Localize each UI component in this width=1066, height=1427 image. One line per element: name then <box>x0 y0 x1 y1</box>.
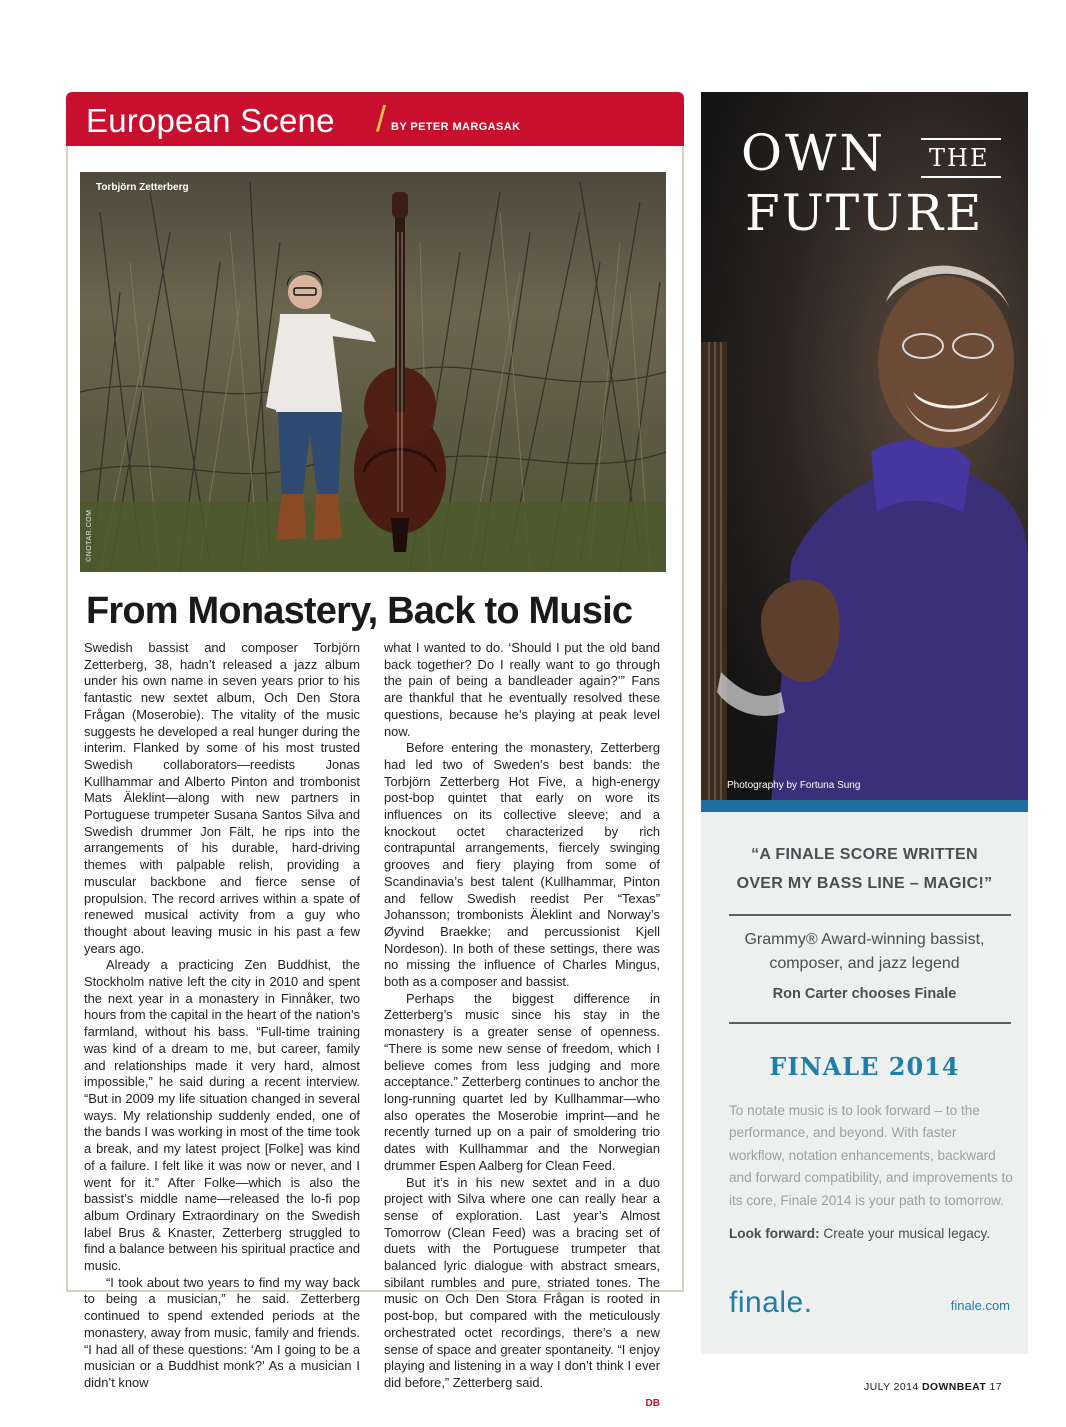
ad-accent-bar <box>701 800 1028 812</box>
ad-product-title: FINALE 2014 <box>769 1052 960 1081</box>
article <box>66 92 684 1409</box>
ad-endorsement-line-2: composer, and jazz legend <box>769 955 960 972</box>
paragraph: Swedish bassist and composer Torbjörn Zetterberg, 38, hadn’t released a jazz album under his own name in seven years prior to his fantastic new sextet album, Och Den Stora Frågan (Moserobie). The vitality of the music suggests he developed a real hunger during the interim. Flanked by some of his most trusted Swedish collaborators—reedists Jonas Kullhammar and Alberto Pinton and trombonist Mats Äleklint—along with new partners in Portuguese trumpeter Susana Santos Silva and Swedish drummer Jon Fält, he rips into the arrangements of his durable, hard-driving themes with palpable relish, providing a muscular backbone and fierce sense of propulsion. The record arrives within a spate of renewed musical activity from a guy who thought about leaving music in his past a few years ago. <box>84 640 360 956</box>
ad-quote-line-1: “A FINALE SCORE WRITTEN <box>751 846 978 863</box>
ad-chooses: Ron Carter chooses Finale <box>772 986 957 1002</box>
ad-endorsement <box>701 928 1028 976</box>
ad-headline-the: THE <box>929 144 990 172</box>
ad-description: To notate music is to look forward – to the performance, and beyond. With faster workflow, notation enhancements, backward and forward compatibility, and improvements to its core, Finale 2014 is your path to tomorrow. <box>729 1103 1013 1208</box>
ad-rule-bottom <box>921 176 1001 178</box>
section-title: European Scene <box>86 102 335 139</box>
ad-rule-top <box>921 138 1001 140</box>
photo-side-credit: ©NOTAR.COM <box>86 509 93 562</box>
ad-headline-own: OWN <box>741 124 887 182</box>
article-column-2 <box>384 640 660 1412</box>
headline: From Monastery, Back to Music <box>86 590 633 632</box>
ad-quote-line-2: OVER MY BASS LINE – MAGIC!” <box>736 875 993 892</box>
ad-endorsement-line-1: Grammy® Award-winning bassist, <box>744 931 985 948</box>
ad-tagline <box>729 1226 1019 1241</box>
photo-caption: Torbjörn Zetterberg <box>96 182 189 193</box>
ad-quote <box>701 840 1028 898</box>
ad-photo-credit: Photography by Fortuna Sung <box>727 780 861 791</box>
folio-page-number: 17 <box>989 1381 1002 1393</box>
ad-divider-1 <box>729 914 1011 916</box>
paragraph: But it’s in his new sextet and in a duo project with Silva where one can really hear a sense of exploration. Last year’s Almost Tomorrow (Clean Feed) was a bracing set of duets with the Portuguese trumpeter that balanced lyric dialogue with abstract smears, sibilant rumbles and pure, striated tones. The music on Och Den Stora Frågan is rooted in post-bop, but compared with the meticulously orchestrated octet recordings, there’s a new sense of space and greater spontaneity. “I enjoy playing and listening in a way I don’t think I ever did before,” Zetterberg said. <box>384 1174 660 1390</box>
ad-photo <box>701 92 1028 804</box>
finale-url-link[interactable]: finale.com <box>950 1298 1010 1313</box>
paragraph: “I took about two years to find my way back to being a musician,” he said. Zetterberg continued to spend extended periods at the monastery, away from music, family and friends. “I had all of these questions: ‘Am I going to be a musician or a Buddhist monk?’ As a musician I didn’t know <box>84 1274 360 1390</box>
paragraph: Perhaps the biggest difference in Zetterberg’s music since his stay in the monastery is a greater sense of openness. “There is some new sense of freedom, which I believe comes from less judging and more acceptance.” Zetterberg continues to anchor the long-running quartet led by Kullhammar—who also operates the Moserobie imprint—and he recently turned up on a pair of smoldering trio dates with Kullhammar and the Norwegian drummer Espen Aalberg for Clean Feed. <box>384 990 660 1173</box>
photo-illustration <box>80 172 666 572</box>
paragraph: Already a practicing Zen Buddhist, the Stockholm native left the city in 2010 and spent the next year in a monastery in Finnåker, two hours from the capital in the heart of the nation’s farmland, without his bass. “Full-time training was kind of a dream to me, but career, family and relationships made it very hard, almost impossible,” he said during a recent interview. “But in 2009 my life situation changed in several ways. My relationship suddenly ended, one of the bands I was working in most of the time took a break, and my latest project [Folke] was kind of a failure. I felt like it was now or never, and I went for it.” After Folke—which is also the bassist’s middle name—released the lo-fi pop album Ordinary Extraordinary on the Swedish label Brus & Knaster, Zetterberg struggled to find a balance between his spiritual practice and music. <box>84 957 360 1274</box>
ad-headline-future: FUTURE <box>745 184 984 242</box>
ad-tagline-text: Create your musical legacy. <box>819 1226 991 1241</box>
finale-advertisement <box>701 92 1028 1354</box>
article-photo <box>80 172 666 572</box>
finale-logo: finale. <box>729 1286 813 1319</box>
folio-date: JULY 2014 <box>864 1381 919 1393</box>
byline: BY PETER MARGASAK <box>391 121 521 133</box>
section-banner <box>66 92 684 146</box>
ad-tagline-label: Look forward: <box>729 1226 820 1241</box>
paragraph: what I wanted to do. ‘Should I put the old band back together? Do I really want to go through the pain of being a bandleader again?’” Fans are thankful that he eventually resolved these questions, because he’s playing at peak level now. <box>384 640 660 739</box>
ad-divider-2 <box>729 1022 1011 1024</box>
paragraph: Before entering the monastery, Zetterberg had led two of Sweden’s best bands: the Torbjörn Zetterberg Hot Five, a high-energy post-bop quintet that early on wore its influences on its collective sleeve; and a knockout octet characterized by rich contrapuntal arrangements, fiercely swinging grooves and fiery playing from some of Scandinavia’s best talent (Kullhammar, Pinton and fellow Swedish reedist Per “Texas” Johansson; trombonists Äleklint and Norway’s Øyvind Braekke; and percussionist Kjell Nordeson). In both of these settings, there was no missing the influence of Charles Mingus, both as a composer and bassist. <box>384 740 660 990</box>
end-mark: DB <box>645 1397 660 1409</box>
article-column-1 <box>84 640 360 1392</box>
folio-magazine: DOWNBEAT <box>921 1381 987 1393</box>
page-folio <box>864 1381 1002 1393</box>
section-slash: / <box>376 98 387 139</box>
